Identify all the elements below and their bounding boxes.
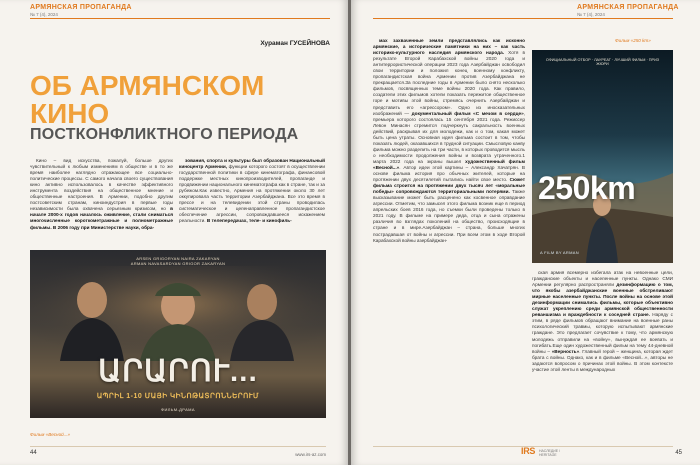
header-rule-right xyxy=(373,18,673,19)
section-title: АРМЯНСКАЯ ПРОПАГАНДА xyxy=(30,4,132,11)
logo-tagline: НАСЛЕДИЕ / HERITAGE xyxy=(539,449,560,457)
poster-title: ԱՐԱՐՈՒ... xyxy=(98,355,258,388)
left-column-2 xyxy=(179,158,325,226)
right-page xyxy=(351,0,700,465)
section-title-right: АРМЯНСКАЯ ПРОПАГАНДА xyxy=(577,4,679,11)
bold-run: мах захваченные земли представлялись как исконно армянские, а исторические памятники на них – как часть историко-культурного наследия армянского народа. xyxy=(373,38,525,56)
article-title-line1: ОБ АРМЯНСКОМ xyxy=(30,70,265,101)
header-rule xyxy=(30,18,330,19)
text-run: Кино – вид искусства, пожалуй, больше других чувствительный к любым изменениям в обществе и в то же время наиболее наглядно отражающее все социально-политические процессы. С самого начала своего существования кино активно использовалось в качестве эффективного инструмента воздействия на общественное мнение и общественные настроения. В Армении, подобно другим постсоветским странам, киноиндустрия в первые годы независимости была охвачена серьезным кризисом, но xyxy=(30,158,173,212)
text-run: . Главный герой – женщина, которая ждет брата с войны. Однако, как и в фильме «Весной...», авторы не задаются вопросом о причинах этой войны. В этом контексте участие этой ленты в международных xyxy=(532,348,673,372)
figure-caption-left: Фильм «Весной...» xyxy=(30,432,71,437)
poster-director-credit: A FILM BY ARMAN xyxy=(540,250,579,255)
text-run: Еще один художественный фильм на тему 44-дневной войны – xyxy=(532,342,673,354)
poster-laurels: ОФИЦИАЛЬНЫЙ ОТБОР · ЛАУРЕАТ · ЛУЧШИЙ ФИЛЬМ · ПРИЗ ЖЮРИ xyxy=(545,58,660,67)
poster-subtitle: ԱՊՐԻԼ 1-10 ՄԱՅԻ ԿԻՆՈԹԱՏՐՈՆՆԵՐՈՒՄ xyxy=(96,393,260,400)
paragraph xyxy=(179,158,325,225)
paragraph xyxy=(30,158,173,231)
left-column-1 xyxy=(30,158,173,232)
issue-number: № 7 (4), 2024 xyxy=(30,12,58,17)
text-run: , премьера которого состоялась 15 сентября 2021 года. Режиссер Левон Минасян стремится подчеркнуть сакральность военных действий, раскрывая их для молодежи, как и о том, какая может быть цена утраты. Основная идея фильма состоит в том, чтобы показать людей, оказавшихся в трудной ситуации. Смысловую канву фильма можно разделить на три части, в которых проводится мысль о необходимости продолжения войны и возврата утраченного. xyxy=(373,110,525,158)
right-column-2 xyxy=(532,270,673,374)
bold-run: «Верность» xyxy=(551,348,580,354)
text-run: Наряду с этим, в ряде фильмов обращают внимание на военные раны психологический травмы, которую испытывают армянские граждане. Это предлагает сочувствие к тому, что армянскую молодежь отправили на «войну», вынуждая ее воевать и погибать. xyxy=(532,312,673,348)
text-run: Хотя в результате Второй Карабахской войны 2020 года и антитеррористической операции 2023 года Азербайджан освободил свои территории и положил конец военному конфликту, пропагандистская война Армении против Азербайджана не прекращается. xyxy=(373,50,525,86)
text-run: За последние годы в Армении было снято несколько фильмов, посвященных теме войны 2020 года. Как правило, создатели этих фильмов хотели показать пережитое общественное горе и мотивы этой войны, стремясь очернить Азербайджан и представить его «агрессором». Одно из иносказательных изображений — xyxy=(373,80,525,116)
bold-run: в начале 2000-х годов началось оживление, стали сниматься многочисленные короткометражные и полнометражные фильмы. В 2006 году при Министерстве науки, обра- xyxy=(30,206,173,230)
bold-run: документальный фильм «С мечом в сердце» xyxy=(411,110,524,116)
film-poster-250km xyxy=(532,50,673,263)
issue-number-right: № 7 (4), 2024 xyxy=(577,12,605,17)
paragraph xyxy=(373,38,525,244)
paragraph xyxy=(532,270,673,373)
website-url: www.irs-az.com xyxy=(295,452,326,457)
bold-run: зования, спорта и культуры был образован Национальный киноцентр Армении, xyxy=(179,158,325,170)
page-number-right: 45 xyxy=(675,450,682,456)
bold-run: дезинформацию о том, что якобы азербайджанские военные обстреливают мирные населенные пункты. После войны на основе этой дезинформации снимались фильмы, которые объективно служат укреплению среди армянской общественности реваншизма и враждебности к соседней стране. xyxy=(532,282,674,318)
text-run: Азербайджан – страна, больше многих пострадавшая от войны и агрессии. При всем этом в ходе Второй Карабахской войны азербайджан- xyxy=(373,225,525,243)
left-page xyxy=(0,0,348,465)
bold-run: Сюжет фильма строится на протяжении двух тысяч лет «моральные победы» сопровождаются территориальными потерями. xyxy=(373,177,525,195)
text-run: . Автор идеи этой картины – Александр Хачатрян. В основе фильма история про обычных жителей, которые на протяжении двух десятилетий пытались найти свое место. xyxy=(373,164,525,183)
bold-run: художественный фильм «Весной...» xyxy=(373,158,525,170)
film-poster-spring xyxy=(30,250,326,418)
article-author: Хураман ГУСЕЙНОВА xyxy=(260,40,330,47)
article-title-line2: КИНО xyxy=(30,98,110,129)
text-run: ская армия всемерно избегала атак на невоенные цели, гражданские объекты и населенные пункты. Однако СМИ Армении регулярно распространяли xyxy=(532,270,673,288)
footer-rule-left xyxy=(30,446,326,447)
text-run: 1 марта 2022 года на экраны вышел xyxy=(373,152,525,164)
poster-credits-line1: ARSEN GRIGORYAN NAIRA ZAKARYAN xyxy=(136,256,220,261)
poster-tagline: ФИЛЬМ-ДРАМА xyxy=(161,407,195,412)
figure-caption-right: Фильм «250 km» xyxy=(615,38,651,43)
right-column-1 xyxy=(373,38,525,245)
text-run: функции которого состоят в осуществлении государственной политики в сфере кинематографа, финансовой поддержке местных кинопроизводителей, пропаганде и продвижении национального кинематографа как в стране, так и за рубежом. xyxy=(179,164,325,194)
bold-run: В телепередачах, теле- и кинофиль- xyxy=(206,218,292,224)
irs-logo: IRS xyxy=(521,446,536,456)
poster-title-250km: 250km xyxy=(538,170,636,206)
page-number-left: 44 xyxy=(30,450,37,456)
poster-credits-line2: ARMAN NAVASARDYAN GRIGOR ZAKARYAN xyxy=(130,261,226,266)
poster-actors-illustration xyxy=(30,266,326,361)
article-subtitle: ПОСТКОНФЛИКТНОГО ПЕРИОДА xyxy=(30,126,299,143)
text-run: Также высказывание может быть расценено как косвенное оправдание агрессии. Отметим, что замысел этого фильма возник еще в период апрельских боев 2016 года, но съемки были проведены только в 2021 году. В фильме на примере деда, отца и сына отражены различия во взглядах поколений на общество, происходящие в стране и в мире. xyxy=(373,189,525,231)
text-run: Как известно, Армения на протяжении около 30 лет оккупировала часть территории Азербайджана. Все это время в прессе и на телевидении этой страны проводилась систематическое и целенаправленное пропагандистское обеспечение агрессии, сопровождавшееся искажением реальности. xyxy=(179,188,325,224)
